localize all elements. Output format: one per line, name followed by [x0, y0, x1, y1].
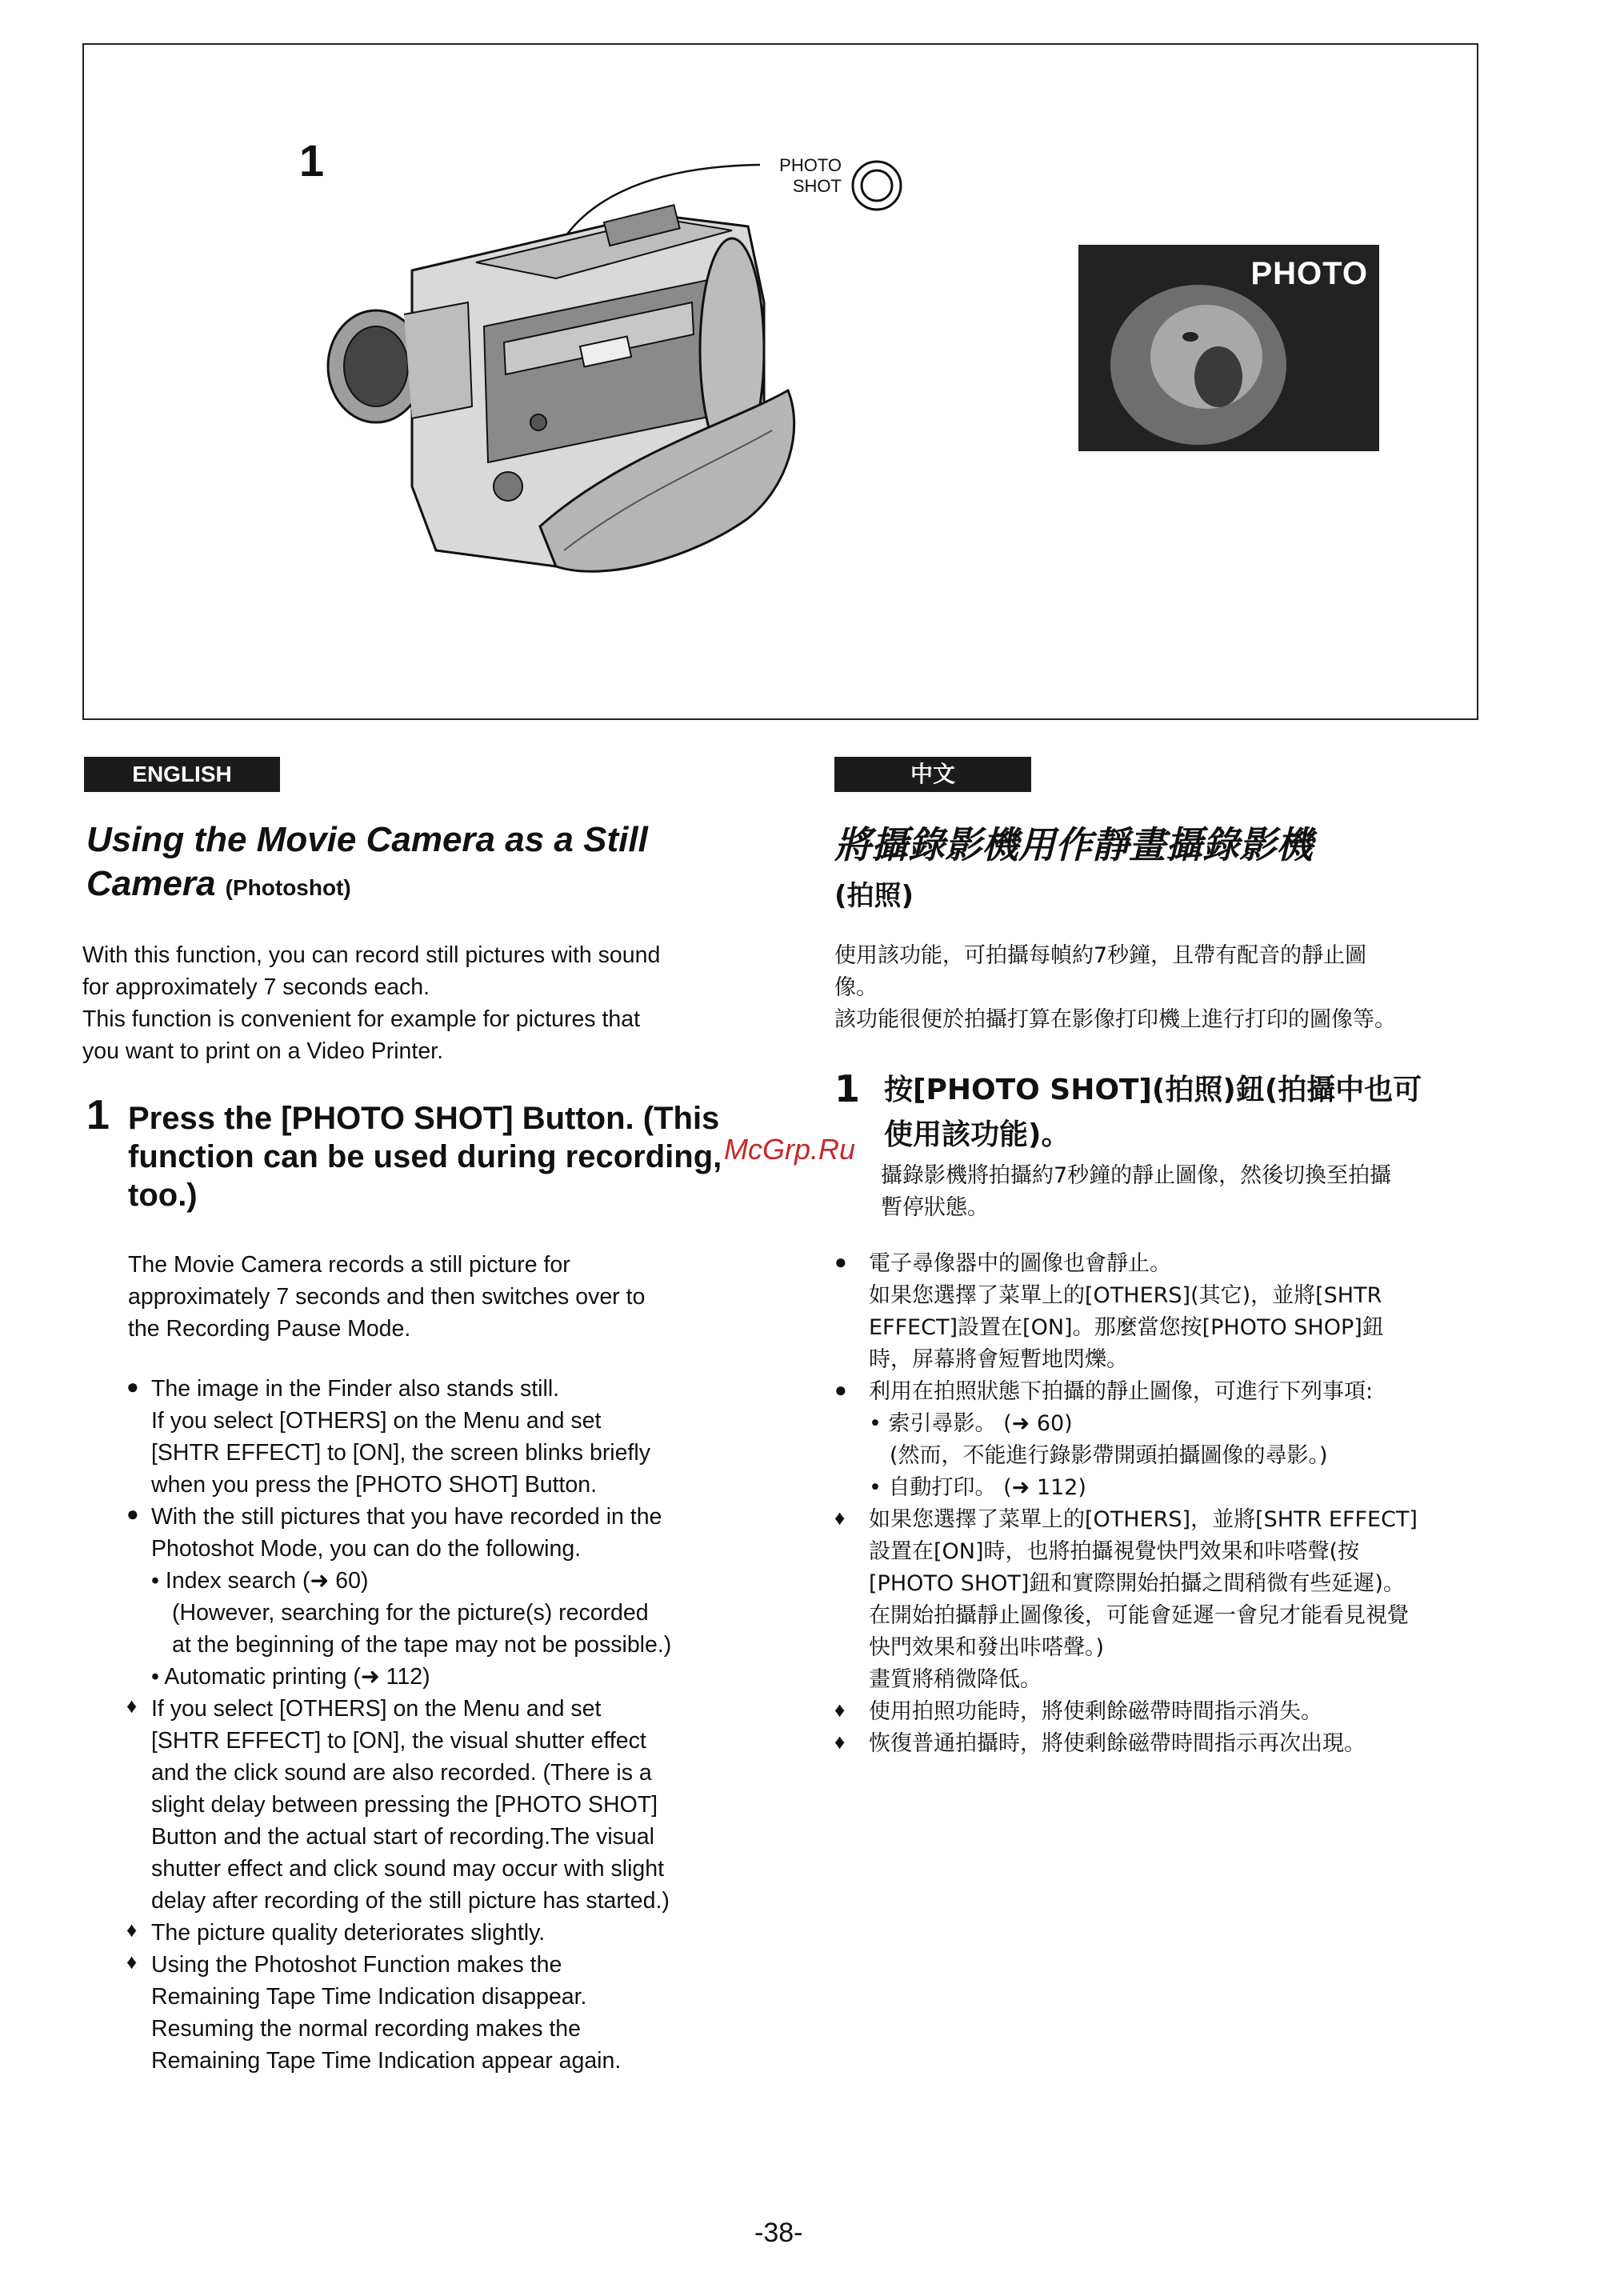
chinese-step-line: 使用該功能)。 [884, 1118, 1070, 1151]
chinese-note-line: 設置在[ON]時，也將拍攝視覺快門效果和咔嗒聲(按 [869, 1539, 1360, 1564]
english-note-line: Photoshot Mode, you can do the following. [151, 1536, 582, 1562]
english-note-line: and the click sound are also recorded. (There is a [151, 1760, 652, 1786]
english-note-line: delay after recording of the still picture has started.) [151, 1888, 670, 1914]
chinese-note-line: 如果您選擇了菜單上的[OTHERS](其它)，並將[SHTR [869, 1283, 1382, 1308]
english-note-line: With the still pictures that you have recorded in the [151, 1504, 662, 1530]
bullet-dot-icon: ● [126, 1374, 139, 1398]
english-note-line: Resuming the normal recording makes the [151, 2016, 582, 2042]
english-intro-line: for approximately 7 seconds each. [82, 974, 430, 1000]
chinese-note-line: (然而，不能進行錄影帶開頭拍攝圖像的尋影。) [890, 1443, 1328, 1468]
chinese-note-line: 快門效果和發出咔嗒聲。) [869, 1635, 1105, 1660]
chinese-note-line: 如果您選擇了菜單上的[OTHERS]，並將[SHTR EFFECT] [869, 1507, 1418, 1532]
english-step-number: 1 [86, 1092, 110, 1138]
english-section-tag: ENGLISH [84, 757, 280, 792]
chinese-note-line: 使用拍照功能時，將使剩餘磁帶時間指示消失。 [869, 1699, 1322, 1724]
chinese-note-line: 畫質將稍微降低。 [869, 1667, 1042, 1692]
chinese-note-line: 利用在拍照狀態下拍攝的靜止圖像，可進行下列事項: [869, 1379, 1374, 1404]
chinese-intro-line: 該功能很便於拍攝打算在影像打印機上進行打印的圖像等。 [834, 1007, 1396, 1032]
english-title-line1: Using the Movie Camera as a Still [86, 820, 648, 859]
english-note-line: slight delay between pressing the [PHOTO SHOT] [151, 1792, 658, 1818]
english-note-line: when you press the [PHOTO SHOT] Button. [151, 1472, 598, 1498]
watermark: McGrp.Ru [724, 1133, 856, 1166]
english-intro-line: This function is convenient for example for pictures that [82, 1006, 641, 1032]
bullet-diamond-icon: ♦ [126, 1950, 138, 1974]
english-note-line: [SHTR EFFECT] to [ON], the visual shutter effect [151, 1728, 646, 1754]
chinese-note-line: 恢復普通拍攝時，將使剩餘磁帶時間指示再次出現。 [869, 1731, 1366, 1756]
chinese-step-body-line: 攝錄影機將拍攝約7秒鐘的靜止圖像，然後切換至拍攝 [881, 1163, 1392, 1188]
bullet-dot-icon: ● [126, 1502, 139, 1526]
english-note-line: at the beginning of the tape may not be possible.) [172, 1632, 672, 1658]
english-step-heading [128, 1099, 722, 1214]
photo-shot-label-line2: SHOT [792, 176, 842, 196]
english-note-line: Using the Photoshot Function makes the [151, 1952, 562, 1978]
english-note-line: The picture quality deteriorates slightly. [151, 1920, 546, 1946]
english-note-line: If you select [OTHERS] on the Menu and set [151, 1696, 602, 1722]
english-note-line: shutter effect and click sound may occur with slight [151, 1856, 665, 1882]
chinese-title: 將攝錄影機用作靜畫攝錄影機 [834, 823, 1313, 866]
english-note-line: Remaining Tape Time Indication appear again. [151, 2048, 622, 2074]
english-intro [82, 939, 660, 1067]
photo-shot-label-line1: PHOTO [779, 155, 842, 175]
english-title-suffix: (Photoshot) [225, 875, 351, 900]
english-note-line: Button and the actual start of recording.The visual [151, 1824, 654, 1850]
photo-shot-button-icon [850, 158, 906, 214]
english-step-body-line: approximately 7 seconds and then switches over to [128, 1284, 646, 1310]
english-step-line: Press the [PHOTO SHOT] Button. (This [128, 1101, 720, 1136]
chinese-note-line: • 自動打印。 (➜ 112) [869, 1475, 1086, 1500]
chinese-note-line: 電子尋像器中的圖像也會靜止。 [869, 1251, 1171, 1276]
english-note-line: [SHTR EFFECT] to [ON], the screen blinks briefly [151, 1440, 650, 1466]
chinese-note-line: 在開始拍攝靜止圖像後，可能會延遲一會兒才能看見視覺 [869, 1603, 1409, 1628]
bullet-diamond-icon: ♦ [834, 1730, 846, 1754]
chinese-note-line: 時，屏幕將會短暫地閃爍。 [869, 1347, 1128, 1372]
chinese-notes [869, 1248, 1418, 1760]
lcd-screen-preview [1078, 245, 1379, 451]
chinese-note-line: • 索引尋影。 (➜ 60) [869, 1411, 1073, 1436]
english-note-line: Remaining Tape Time Indication disappear. [151, 1984, 587, 2010]
chinese-step-heading [884, 1068, 1422, 1158]
english-step-body-line: the Recording Pause Mode. [128, 1316, 411, 1342]
camcorder-illustration [316, 150, 844, 598]
chinese-intro-line: 像。 [834, 975, 878, 1000]
chinese-note-line: [PHOTO SHOT]鈕和實際開始拍攝之間稍微有些延遲)。 [869, 1571, 1405, 1596]
english-intro-line: you want to print on a Video Printer. [82, 1038, 444, 1064]
english-note-line: The image in the Finder also stands still. [151, 1376, 560, 1402]
chinese-step-line: 按[PHOTO SHOT](拍照)鈕(拍攝中也可 [884, 1074, 1422, 1106]
chinese-intro [834, 940, 1396, 1036]
english-step-line: function can be used during recording, [128, 1139, 722, 1174]
chinese-intro-line: 使用該功能，可拍攝每幀約7秒鐘，且帶有配音的靜止圖 [834, 943, 1367, 968]
bullet-diamond-icon: ♦ [126, 1918, 138, 1942]
english-title-line2 [86, 864, 351, 904]
bullet-diamond-icon: ♦ [126, 1694, 138, 1718]
chinese-note-line: EFFECT]設置在[ON]。那麼當您按[PHOTO SHOP]鈕 [869, 1315, 1384, 1340]
bullet-diamond-icon: ♦ [834, 1698, 846, 1722]
bullet-diamond-icon: ♦ [834, 1506, 846, 1530]
english-title-word: Camera [86, 864, 216, 903]
english-step-body-line: The Movie Camera records a still picture for [128, 1252, 570, 1278]
english-note-line: (However, searching for the picture(s) recorded [172, 1600, 649, 1626]
chinese-subtitle: (拍照) [834, 880, 914, 912]
english-step-line: too.) [128, 1178, 198, 1213]
english-note-line: If you select [OTHERS] on the Menu and set [151, 1408, 602, 1434]
chinese-section-tag: 中文 [834, 757, 1031, 792]
english-note-line: • Index search (➜ 60) [151, 1568, 369, 1594]
figure-step-number: 1 [299, 135, 325, 186]
english-notes [151, 1373, 671, 2077]
chinese-step-number: 1 [834, 1067, 861, 1110]
bullet-dot-icon: ● [834, 1378, 847, 1402]
lcd-photo-text: PHOTO [1250, 256, 1368, 291]
english-intro-line: With this function, you can record still pictures with sound [82, 942, 661, 968]
chinese-step-body [881, 1160, 1391, 1224]
page-number: -38- [754, 2218, 803, 2248]
chinese-step-body-line: 暫停狀態。 [881, 1195, 989, 1220]
english-step-body [128, 1249, 645, 1345]
english-note-line: • Automatic printing (➜ 112) [151, 1664, 430, 1690]
bullet-dot-icon: ● [834, 1250, 847, 1274]
